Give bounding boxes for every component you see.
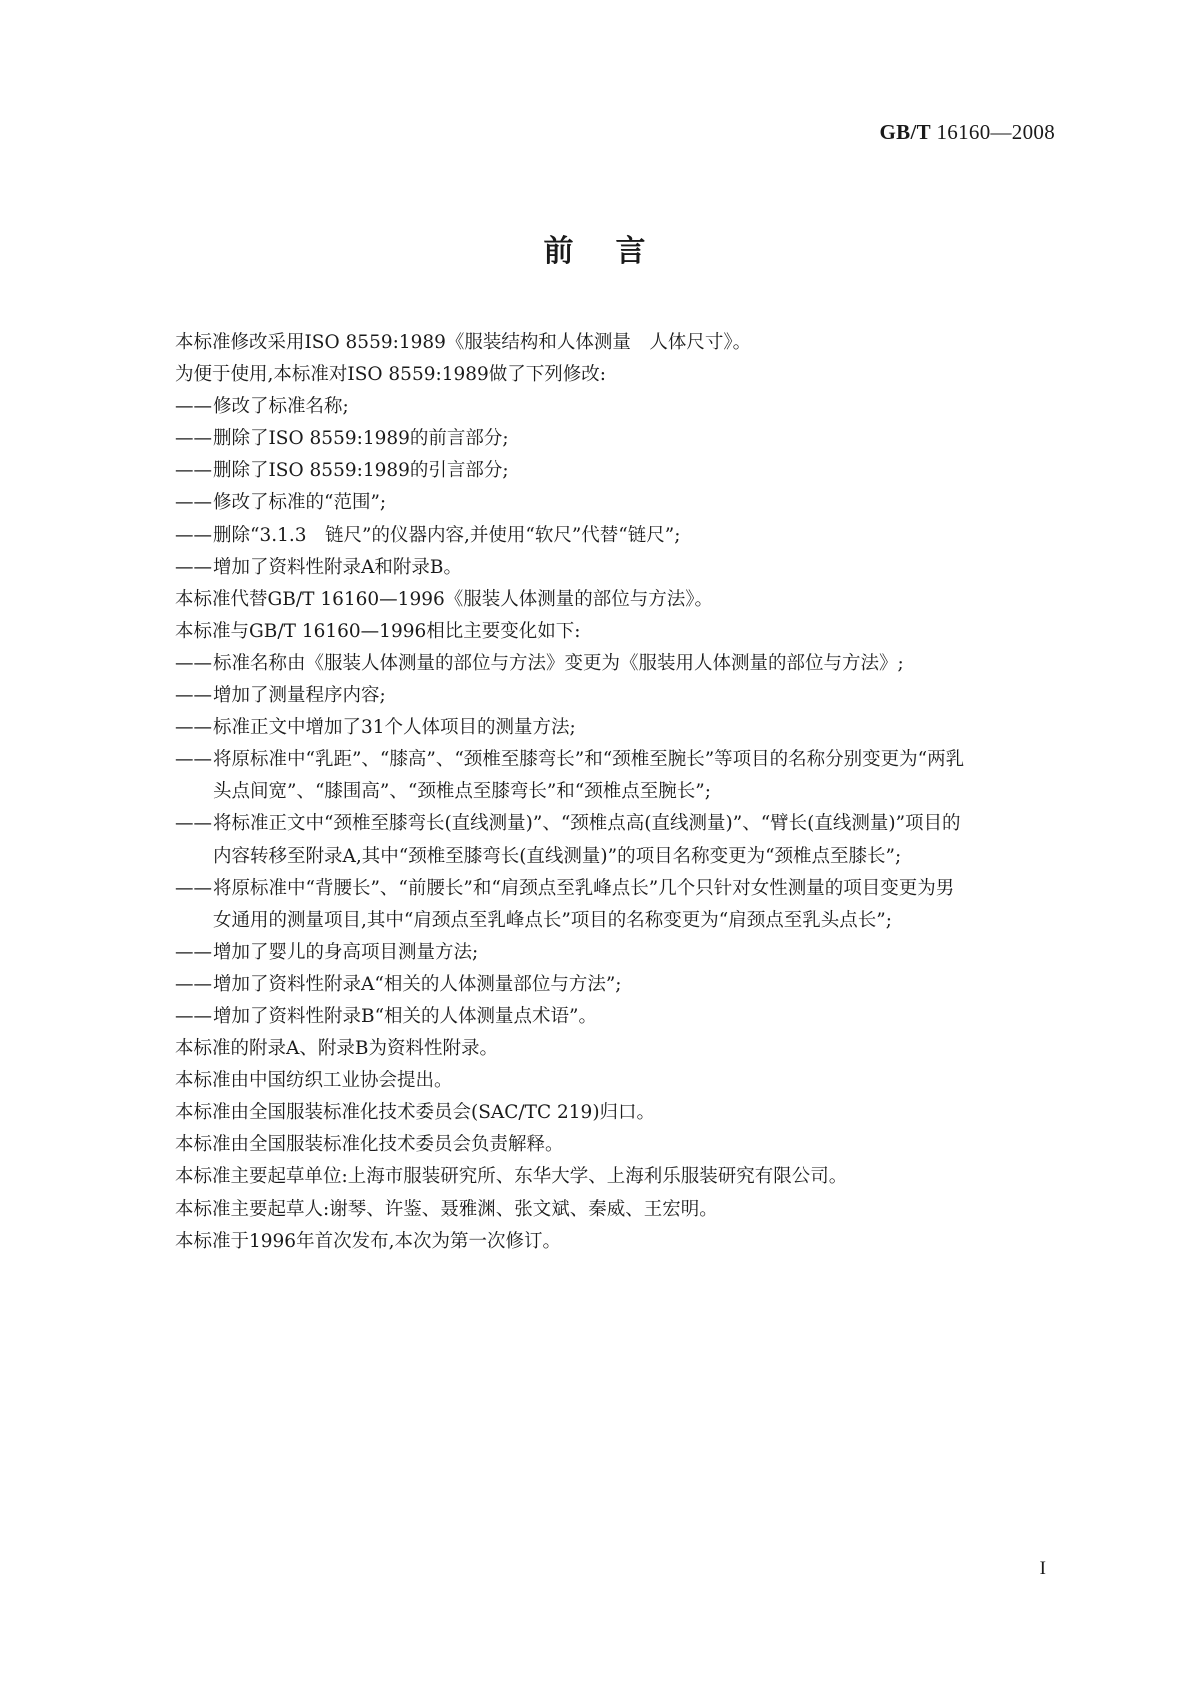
line-text: 增加了资料性附录A“相关的人体测量部位与方法”; (213, 973, 622, 995)
line-text: 本标准与GB/T 16160—1996相比主要变化如下: (175, 620, 581, 642)
list-item (175, 873, 1060, 905)
list-item (175, 552, 1060, 584)
line-text: 增加了测量程序内容; (213, 685, 386, 707)
dash-bullet: —— (175, 717, 212, 739)
paragraph (175, 584, 1060, 616)
page-number: I (1039, 1558, 1046, 1579)
paragraph (175, 1226, 1060, 1258)
paragraph (175, 327, 1060, 359)
line-text: 为便于使用,本标准对ISO 8559:1989做了下列修改: (175, 364, 607, 386)
paragraph (175, 1065, 1060, 1097)
list-item (175, 423, 1060, 455)
dash-bullet: —— (175, 941, 212, 963)
list-item (175, 520, 1060, 552)
dash-bullet: —— (175, 877, 212, 899)
dash-bullet: —— (175, 396, 212, 418)
list-item (175, 969, 1060, 1001)
line-text: 本标准的附录A、附录B为资料性附录。 (175, 1038, 498, 1060)
paragraph (175, 1161, 1060, 1193)
dash-bullet: —— (175, 428, 212, 450)
list-item (175, 937, 1060, 969)
dash-bullet: —— (175, 685, 212, 707)
line-text: 本标准于1996年首次发布,本次为第一次修订。 (175, 1230, 561, 1252)
line-text: 删除了ISO 8559:1989的前言部分; (213, 428, 509, 450)
standard-code: 16160—2008 (936, 120, 1055, 144)
list-item (175, 712, 1060, 744)
list-item (175, 648, 1060, 680)
line-text: 本标准主要起草人:谢琴、许鉴、聂雅渊、张文斌、秦威、王宏明。 (175, 1198, 718, 1220)
line-text: 增加了婴儿的身高项目测量方法; (213, 941, 479, 963)
line-text: 将原标准中“乳距”、“膝高”、“颈椎至膝弯长”和“颈椎至腕长”等项目的名称分别变更为“两乳 (213, 749, 965, 771)
line-text: 本标准主要起草单位:上海市服装研究所、东华大学、上海利乐服装研究有限公司。 (175, 1166, 848, 1188)
list-item-continuation (175, 776, 1060, 808)
paragraph (175, 1097, 1060, 1129)
list-item (175, 744, 1060, 776)
dash-bullet: —— (175, 652, 212, 674)
line-text: 增加了资料性附录A和附录B。 (213, 556, 462, 578)
list-item (175, 808, 1060, 840)
dash-bullet: —— (175, 749, 212, 771)
paragraph (175, 1033, 1060, 1065)
line-text: 修改了标准名称; (213, 396, 349, 418)
line-text: 删除了ISO 8559:1989的引言部分; (213, 460, 509, 482)
line-text: 女通用的测量项目,其中“肩颈点至乳峰点长”项目的名称变更为“肩颈点至乳头点长”; (213, 909, 892, 931)
dash-bullet: —— (175, 813, 212, 835)
list-item (175, 455, 1060, 487)
line-text: 本标准由全国服装标准化技术委员会(SAC/TC 219)归口。 (175, 1102, 656, 1124)
paragraph (175, 616, 1060, 648)
line-text: 本标准由全国服装标准化技术委员会负责解释。 (175, 1134, 564, 1156)
dash-bullet: —— (175, 973, 212, 995)
dash-bullet: —— (175, 492, 212, 514)
page-title: 前言 (543, 234, 688, 269)
line-text: 头点间宽”、“膝围高”、“颈椎点至膝弯长”和“颈椎点至腕长”; (213, 781, 711, 803)
line-text: 本标准修改采用ISO 8559:1989《服装结构和人体测量 人体尺寸》。 (175, 332, 752, 353)
line-text: 增加了资料性附录B“相关的人体测量点术语”。 (213, 1005, 598, 1027)
list-item (175, 680, 1060, 712)
line-text: 本标准由中国纺织工业协会提出。 (175, 1070, 453, 1092)
dash-bullet: —— (175, 1005, 212, 1027)
list-item (175, 1001, 1060, 1033)
standard-number (880, 120, 1055, 145)
line-text: 内容转移至附录A,其中“颈椎至膝弯长(直线测量)”的项目名称变更为“颈椎点至膝长”; (213, 845, 902, 867)
dash-bullet: —— (175, 556, 212, 578)
list-item-continuation (175, 905, 1060, 937)
dash-bullet: —— (175, 460, 212, 482)
line-text: 修改了标准的“范围”; (213, 492, 387, 514)
paragraph (175, 1129, 1060, 1161)
paragraph (175, 1194, 1060, 1226)
foreword-body (175, 327, 1060, 1258)
line-text: 将标准正文中“颈椎至膝弯长(直线测量)”、“颈椎点高(直线测量)”、“臂长(直线测量)”项目的 (213, 813, 961, 835)
line-text: 将原标准中“背腰长”、“前腰长”和“肩颈点至乳峰点长”几个只针对女性测量的项目变更为男 (213, 877, 955, 899)
line-text: 删除“3.1.3 链尺”的仪器内容,并使用“软尺”代替“链尺”; (213, 524, 681, 546)
list-item-continuation (175, 841, 1060, 873)
list-item (175, 391, 1060, 423)
line-text: 标准名称由《服装人体测量的部位与方法》变更为《服装用人体测量的部位与方法》; (213, 652, 904, 674)
line-text: 标准正文中增加了31个人体项目的测量方法; (213, 717, 576, 739)
line-text: 本标准代替GB/T 16160—1996《服装人体测量的部位与方法》。 (175, 588, 714, 610)
standard-prefix: GB/T (879, 120, 931, 144)
dash-bullet: —— (175, 524, 212, 546)
list-item (175, 487, 1060, 519)
paragraph (175, 359, 1060, 391)
